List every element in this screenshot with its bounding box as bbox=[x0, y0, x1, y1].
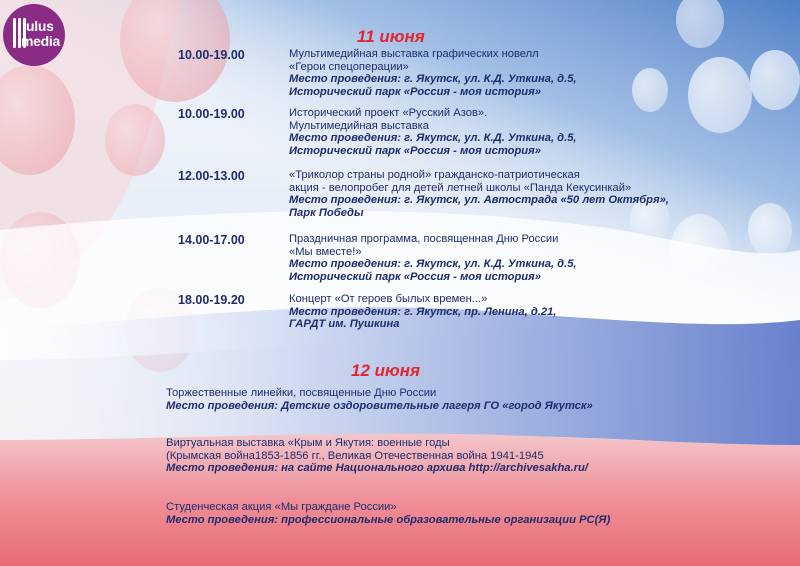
event-place-line: Место проведения: г. Якутск, ул. Автострада «50 лет Октября», bbox=[289, 194, 669, 207]
day1-title: 11 июня bbox=[357, 27, 425, 46]
event-place-line: Место проведения: г. Якутск, ул. К.Д. Уткина, д.5, bbox=[289, 258, 577, 271]
event-place-line: Место проведения: г. Якутск, пр. Ленина, д.21, bbox=[289, 305, 557, 318]
event-title-line: Исторический проект «Русский Азов». bbox=[289, 107, 488, 119]
event-place-line: Парк Победы bbox=[289, 206, 364, 219]
event-place-line: Место проведения: на сайте Национального архива http://archivesakha.ru/ bbox=[166, 462, 588, 475]
event-time: 18.00-19.20 bbox=[178, 293, 245, 307]
event-title-line: Праздничная программа, посвященная Дню России bbox=[289, 233, 559, 245]
ulus-media-logo bbox=[3, 4, 65, 66]
event-description bbox=[289, 169, 719, 219]
event-title-line: «Триколор страны родной» гражданско-патриотическая bbox=[289, 169, 580, 181]
event-place-line: Исторический парк «Россия - моя история» bbox=[289, 85, 541, 98]
event-place-line: Исторический парк «Россия - моя история» bbox=[289, 144, 541, 157]
event-title-line: «Мы вместе!» bbox=[289, 245, 362, 258]
event-time: 10.00-19.00 bbox=[178, 107, 245, 121]
event-title-line: «Герои спецоперации» bbox=[289, 60, 409, 73]
event-item bbox=[166, 437, 766, 475]
event-title-line: Концерт «От героев былых времен...» bbox=[289, 293, 488, 305]
event-description bbox=[289, 233, 719, 283]
event-time: 14.00-17.00 bbox=[178, 233, 245, 247]
event-place-line: Место проведения: г. Якутск, ул. К.Д. Уткина, д.5, bbox=[289, 73, 577, 86]
event-item bbox=[166, 387, 766, 412]
event-description bbox=[289, 107, 719, 157]
event-description bbox=[289, 293, 719, 331]
event-time: 10.00-19.00 bbox=[178, 48, 245, 62]
event-place-line: Место проведения: Детские оздоровительные лагеря ГО «город Якутск» bbox=[166, 399, 593, 412]
logo-text-1: ulus bbox=[26, 18, 54, 34]
event-place-line: ГАРДТ им. Пушкина bbox=[289, 318, 400, 331]
logo-text-2: media bbox=[21, 33, 60, 49]
event-time: 12.00-13.00 bbox=[178, 169, 245, 183]
event-title-line: (Крымская война1853-1856 гг., Великая Отечественная война 1941-1945 bbox=[166, 449, 544, 462]
event-title-line: Студенческая акция «Мы граждане России» bbox=[166, 501, 397, 513]
event-place-line: Исторический парк «Россия - моя история» bbox=[289, 270, 541, 283]
event-place-line: Место проведения: г. Якутск, ул. К.Д. Уткина, д.5, bbox=[289, 132, 577, 145]
event-item bbox=[166, 501, 766, 526]
day2-title: 12 июня bbox=[351, 361, 420, 380]
event-description bbox=[289, 48, 719, 98]
event-title-line: Торжественные линейки, посвященные Дню России bbox=[166, 387, 437, 399]
event-title-line: Мультимедийная выставка графических новелл bbox=[289, 48, 539, 60]
event-place-line: Место проведения: профессиональные образовательные организации РС(Я) bbox=[166, 513, 611, 526]
event-title-line: Виртуальная выставка «Крым и Якутия: военные годы bbox=[166, 437, 450, 449]
event-title-line: Мультимедийная выставка bbox=[289, 119, 430, 132]
event-title-line: акция - велопробег для детей летней школы «Панда Кекусинкай» bbox=[289, 181, 632, 194]
